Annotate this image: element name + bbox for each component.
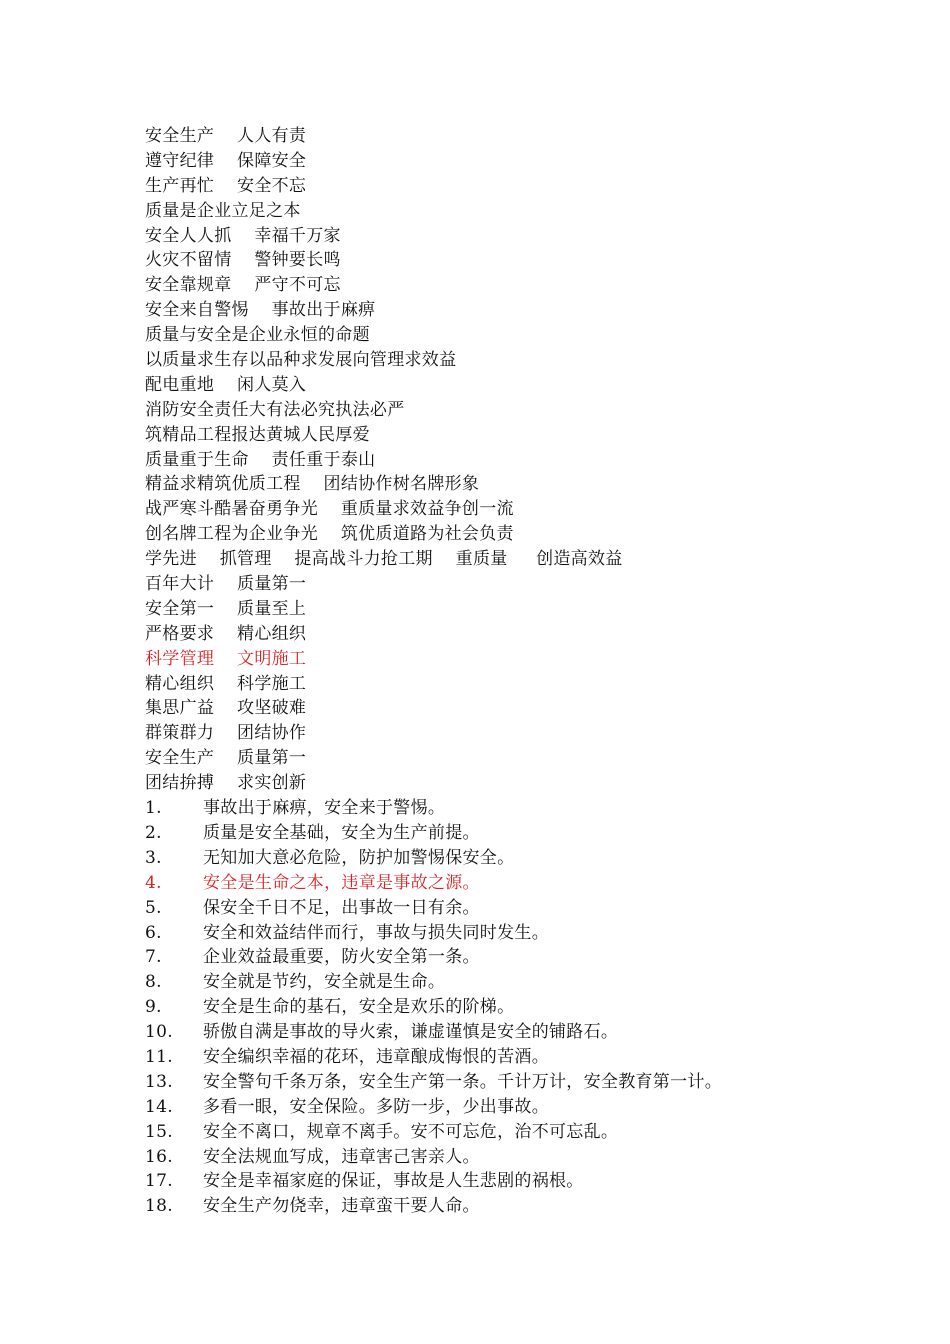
- item-number: 5.: [145, 897, 162, 918]
- numbered-slogan-item: [145, 871, 905, 896]
- item-text: 安全生产勿侥幸，违章蛮干要人命。: [203, 1196, 480, 1217]
- slogan-line: 消防安全责任大有法必究执法必严: [145, 399, 405, 420]
- item-text: 安全法规血写成，违章害己害亲人。: [203, 1146, 480, 1167]
- numbered-slogan-item: [145, 1070, 905, 1095]
- numbered-slogan-item: [145, 896, 905, 921]
- numbered-slogan-item: [145, 970, 905, 995]
- item-text: 安全警句千条万条，安全生产第一条。千计万计，安全教育第一计。: [203, 1071, 722, 1092]
- item-number: 15.: [145, 1121, 173, 1142]
- slogan-line: 安全靠规章 严守不可忘: [145, 275, 341, 296]
- slogan-line: 群策群力 团结协作: [145, 723, 307, 744]
- slogan-line: 筑精品工程报达黄城人民厚爱: [145, 424, 370, 445]
- slogan-line: 精益求精筑优质工程 团结协作树名牌形象: [145, 474, 480, 495]
- slogan-line: 质量与安全是企业永恒的命题: [145, 325, 370, 346]
- slogan-line: 学先进 抓管理 提高战斗力抢工期 重质量 创造高效益: [145, 549, 623, 570]
- numbered-slogan-item: [145, 821, 905, 846]
- item-number: 7.: [145, 947, 162, 968]
- numbered-slogan-item: [145, 1095, 905, 1120]
- item-number: 1.: [145, 798, 162, 819]
- slogan-line: 安全人人抓 幸福千万家: [145, 225, 341, 246]
- slogan-list: [145, 124, 905, 796]
- slogan-line: 遵守纪律 保障安全: [145, 150, 307, 171]
- item-text: 质量是安全基础，安全为生产前提。: [203, 822, 480, 843]
- item-number: 9.: [145, 997, 162, 1018]
- item-number: 4.: [145, 872, 162, 893]
- item-text: 多看一眼，安全保险。多防一步，少出事故。: [203, 1096, 549, 1117]
- slogan-line: 战严寒斗酷暑奋勇争光 重质量求效益争创一流: [145, 499, 514, 520]
- numbered-slogan-item: [145, 1045, 905, 1070]
- numbered-slogan-item: [145, 995, 905, 1020]
- slogan-content: [145, 124, 905, 1219]
- item-number: 3.: [145, 847, 162, 868]
- numbered-slogan-item: [145, 1120, 905, 1145]
- item-number: 8.: [145, 972, 162, 993]
- item-text: 安全是生命之本，违章是事故之源。: [203, 872, 480, 893]
- numbered-slogan-item: [145, 921, 905, 946]
- slogan-line: 严格要求 精心组织: [145, 623, 307, 644]
- item-number: 18.: [145, 1196, 173, 1217]
- slogan-line: 团结拚搏 求实创新: [145, 773, 307, 794]
- item-text: 安全不离口，规章不离手。安不可忘危，治不可忘乱。: [203, 1121, 619, 1142]
- item-text: 企业效益最重要，防火安全第一条。: [203, 947, 480, 968]
- numbered-slogan-item: [145, 796, 905, 821]
- item-text: 事故出于麻痹，安全来于警惕。: [203, 798, 446, 819]
- slogan-line: 安全来自警惕 事故出于麻痹: [145, 300, 376, 321]
- item-text: 安全是生命的基石，安全是欢乐的阶梯。: [203, 997, 515, 1018]
- slogan-line: 质量重于生命 责任重于泰山: [145, 449, 376, 470]
- slogan-line: 生产再忙 安全不忘: [145, 175, 307, 196]
- numbered-slogan-item: [145, 846, 905, 871]
- item-text: 骄傲自满是事故的导火索，谦虚谨慎是安全的铺路石。: [203, 1022, 619, 1043]
- numbered-slogan-item: [145, 1194, 905, 1219]
- item-number: 6.: [145, 922, 162, 943]
- numbered-slogan-item: [145, 945, 905, 970]
- numbered-slogan-item: [145, 1145, 905, 1170]
- item-number: 17.: [145, 1171, 173, 1192]
- slogan-line: 质量是企业立足之本: [145, 200, 301, 221]
- item-number: 14.: [145, 1096, 173, 1117]
- slogan-line: 科学管理 文明施工: [145, 648, 307, 669]
- slogan-line: 以质量求生存以品种求发展向管理求效益: [145, 350, 457, 371]
- item-text: 保安全千日不足，出事故一日有余。: [203, 897, 480, 918]
- slogan-line: 集思广益 攻坚破难: [145, 698, 307, 719]
- item-number: 10.: [145, 1022, 173, 1043]
- slogan-line: 百年大计 质量第一: [145, 574, 307, 595]
- item-text: 安全是幸福家庭的保证，事故是人生悲剧的祸根。: [203, 1171, 584, 1192]
- item-text: 安全就是节约，安全就是生命。: [203, 972, 446, 993]
- item-number: 2.: [145, 822, 162, 843]
- item-number: 13.: [145, 1071, 173, 1092]
- slogan-line: 火灾不留情 警钟要长鸣: [145, 250, 341, 271]
- slogan-line: 创名牌工程为企业争光 筑优质道路为社会负责: [145, 524, 514, 545]
- item-text: 安全和效益结伴而行，事故与损失同时发生。: [203, 922, 549, 943]
- slogan-line: 配电重地 闲人莫入: [145, 374, 307, 395]
- item-text: 安全编织幸福的花环，违章酿成悔恨的苦酒。: [203, 1046, 549, 1067]
- numbered-slogan-item: [145, 1169, 905, 1194]
- item-text: 无知加大意必危险，防护加警惕保安全。: [203, 847, 515, 868]
- slogan-line: 安全生产 质量第一: [145, 748, 307, 769]
- slogan-line: 安全生产 人人有责: [145, 126, 307, 146]
- numbered-slogan-item: [145, 1020, 905, 1045]
- item-number: 16.: [145, 1146, 173, 1167]
- slogan-line: 安全第一 质量至上: [145, 598, 307, 619]
- item-number: 11.: [145, 1046, 173, 1067]
- slogan-line: 精心组织 科学施工: [145, 673, 307, 694]
- numbered-slogan-list: [145, 796, 905, 1219]
